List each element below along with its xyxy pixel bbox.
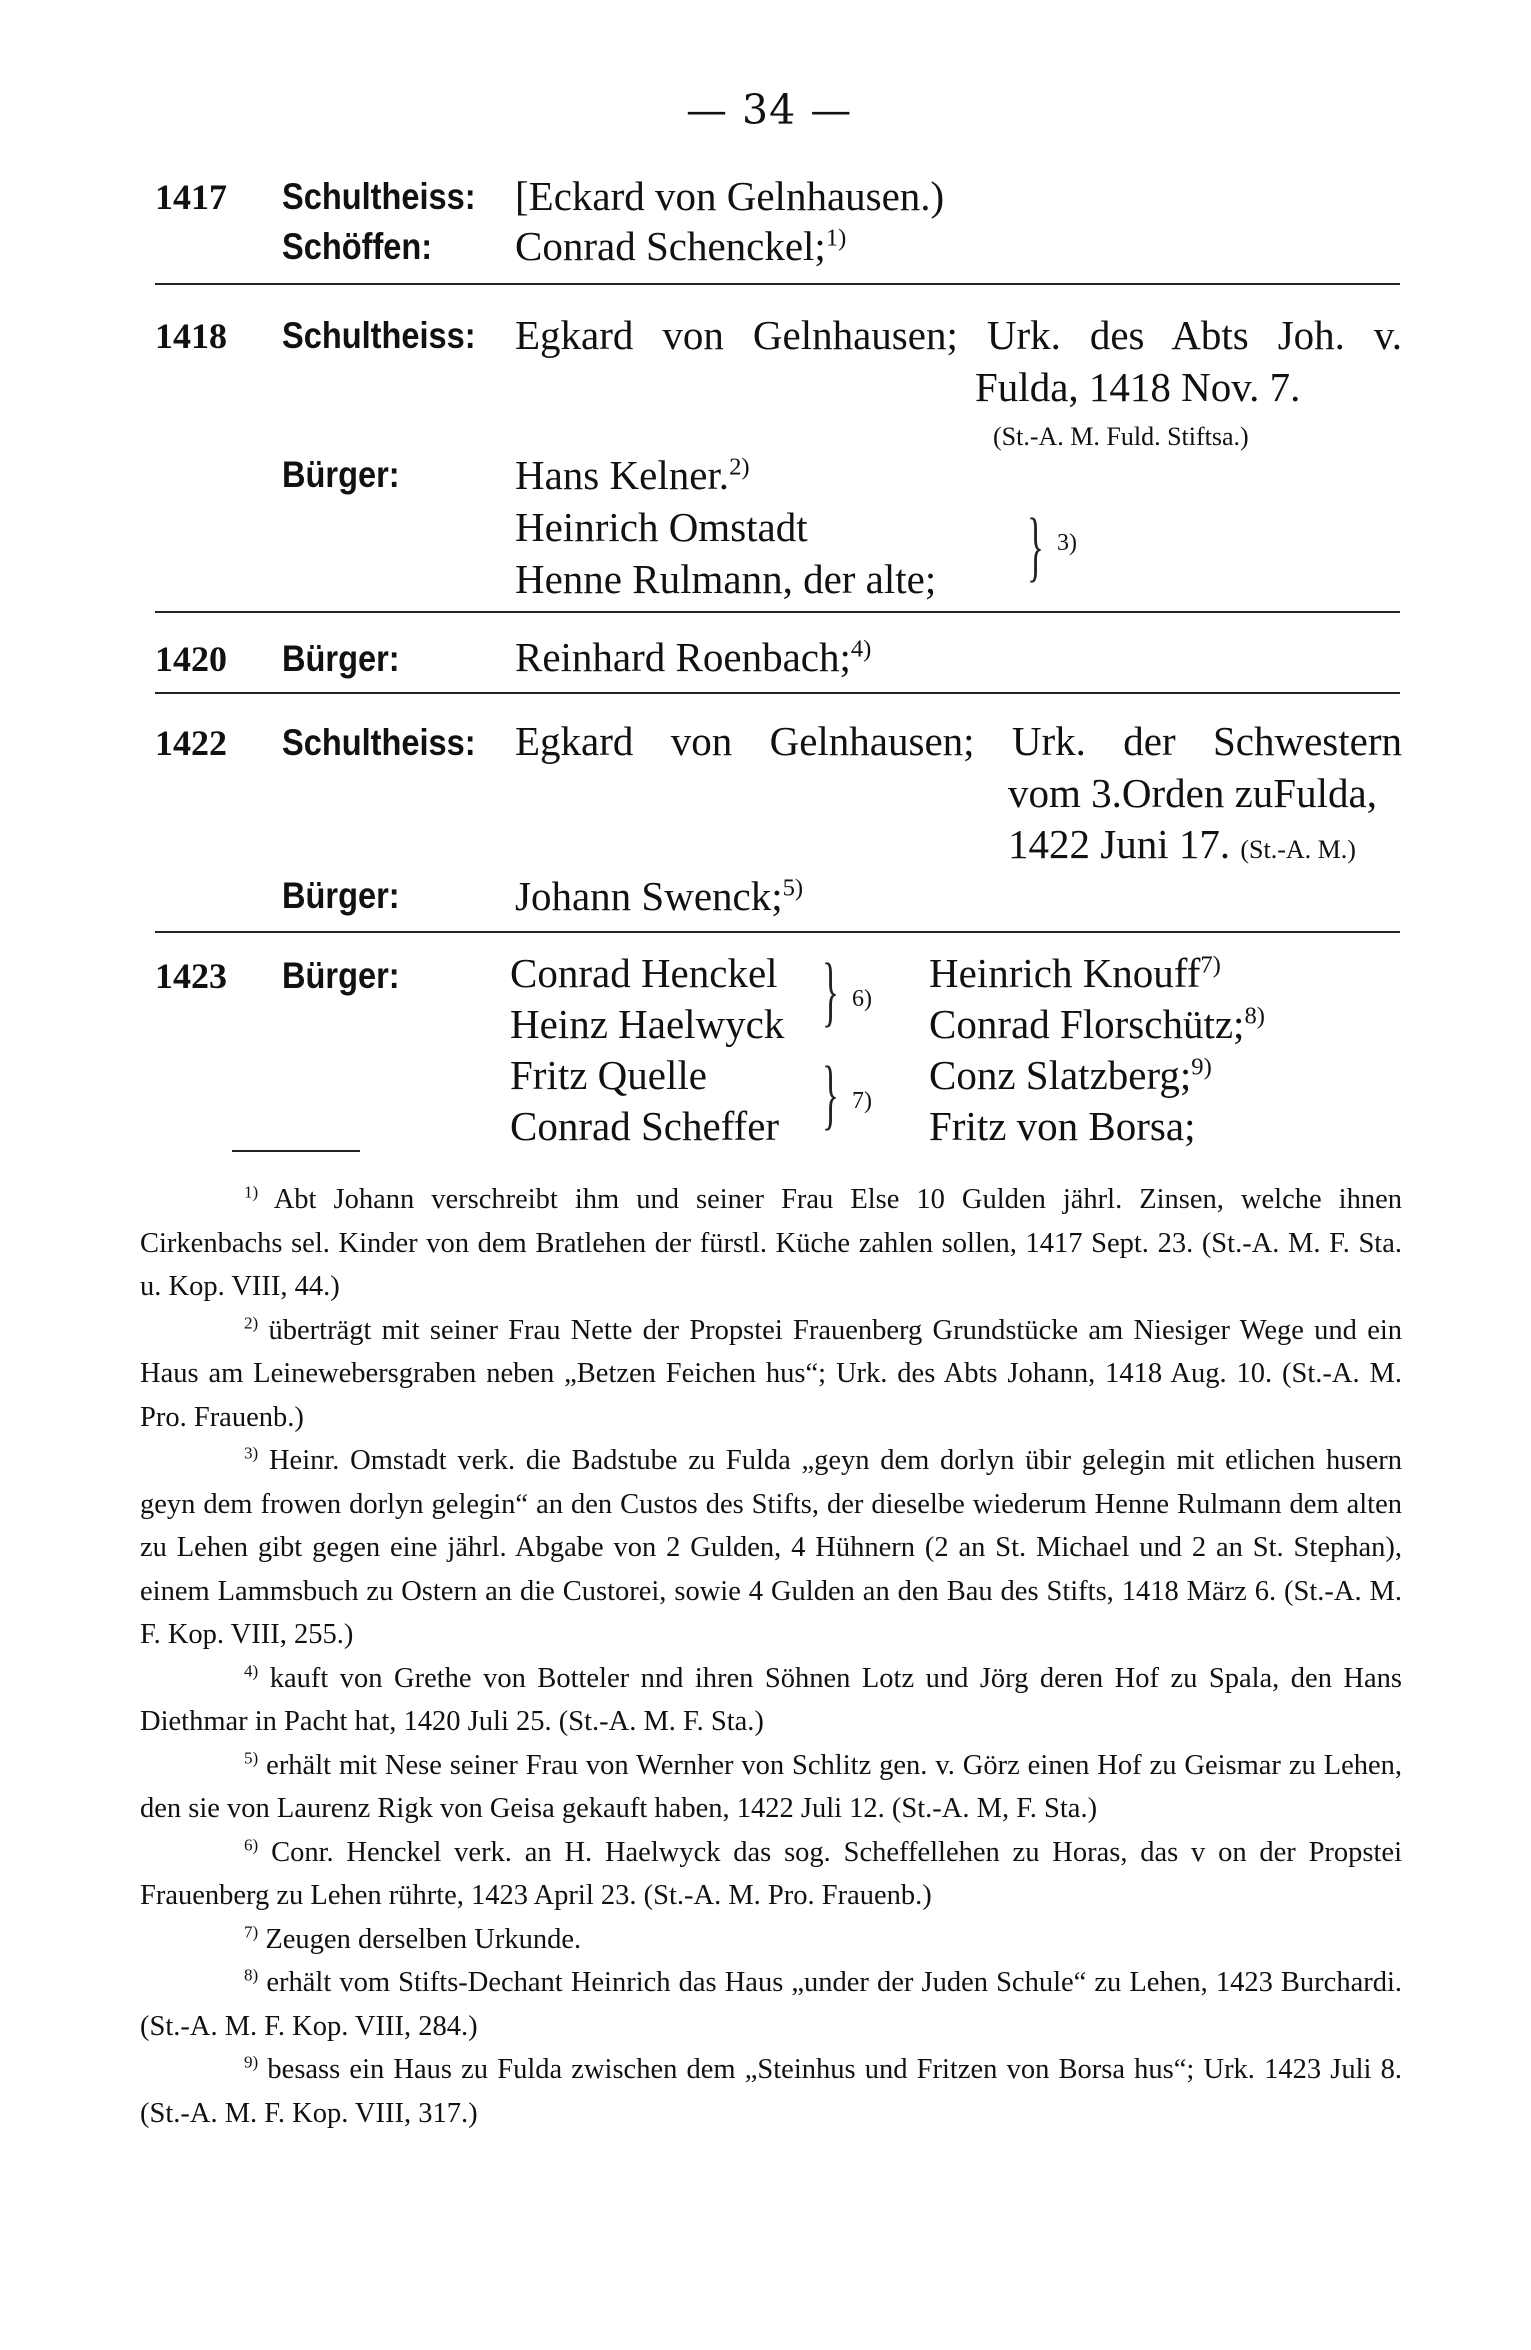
entry-year: 1417 (155, 177, 227, 217)
footnotes (140, 1178, 1402, 2135)
footnote: $^{8)}$ erhält vom Stifts-Dechant Heinrich das Haus „under der Juden Schule“ zu Lehen, 1423 Burchardi. (St.-A. M. F. Kop. VIII, 284.) (140, 1965, 1403, 2042)
footnote-ref: 6) (852, 986, 872, 1012)
entry-text: Hans Kelner.$^{2)}$ (515, 452, 750, 498)
entry-text: [Eckard von Gelnhausen.) (515, 173, 945, 219)
divider (155, 931, 1400, 933)
footnote-ref: 5) (782, 874, 804, 902)
entry-year: 1418 (155, 316, 227, 356)
entry-text: Heinrich Knouff$^{7)}$ (929, 950, 1221, 996)
entry-text: vom 3.Orden zuFulda, (1008, 770, 1377, 816)
footnote: $^{9)}$ besass ein Haus zu Fulda zwischen dem „Steinhus und Fritzen von Borsa hus“; Urk. 1423 Juli 8. (St.-A. M. F. Kop. VIII, 317.) (140, 2052, 1402, 2129)
entry-text: Egkard von Gelnhausen; Urk. des Abts Joh. v. (515, 312, 1402, 358)
footnote-ref: 4) (850, 635, 872, 663)
page-number: — 34 — (686, 86, 853, 134)
entry-text: Conrad Scheffer (510, 1103, 780, 1149)
divider (155, 611, 1400, 613)
entry-text: Conrad Florschütz;$^{8)}$ (929, 1001, 1265, 1047)
footnote-ref: 2) (729, 453, 750, 481)
entry-year: 1423 (155, 956, 227, 996)
entry-role: Schultheiss: (282, 176, 476, 217)
brace-icon: } (1027, 502, 1044, 589)
divider (155, 692, 1400, 694)
source-reference: (St.-A. M.) (1240, 835, 1356, 864)
entry-text: Fulda, 1418 Nov. 7. (975, 364, 1301, 410)
footnote: $^{4)}$ kauft von Grethe von Botteler nnd ihren Söhnen Lotz und Jörg deren Hof zu Spala, den Hans Diethmar in Pacht hat, 1420 Juli 25. (St.-A. M. F. Sta.) (140, 1661, 1403, 1737)
entry-text: Heinz Haelwyck (510, 1001, 785, 1047)
entry-text: Heinrich Omstadt (515, 504, 808, 550)
brace-icon: } (822, 947, 839, 1034)
entry-text: Conrad Henckel (510, 950, 778, 996)
entry-text: Henne Rulmann, der alte; (515, 556, 937, 602)
entry-role: Schultheiss: (282, 722, 476, 763)
footnote-ref: 7) (1200, 951, 1221, 979)
footnote-ref: 1) (825, 224, 847, 252)
entry-role: Schultheiss: (282, 315, 476, 356)
divider (155, 283, 1400, 285)
entry-role: Bürger: (282, 638, 400, 679)
entry-year: 1422 (155, 723, 227, 763)
brace-icon: } (822, 1050, 839, 1137)
entry-text: Conz Slatzberg;$^{9)}$ (929, 1052, 1212, 1098)
source-reference: (St.-A. M. Fuld. Stiftsa.) (993, 422, 1249, 451)
entry-year: 1420 (155, 639, 227, 679)
entry-text: Johann Swenck;$^{5)}$ (515, 873, 804, 919)
footnote: $^{2)}$ überträgt mit seiner Frau Nette der Propstei Frauenberg Grundstücke am Niesiger Wege und ein Haus am Leinewebersgraben neben „Betzen Feichen hus“; Urk. des Abts Johann, 1418 Aug. 10. (St.-A. M. Pro. Frauenb.) (140, 1313, 1403, 1433)
entry-text: Egkard von Gelnhausen; Urk. der Schwestern (515, 718, 1402, 764)
footnote: $^{7)}$ Zeugen derselben Urkunde. (244, 1922, 582, 1955)
footnote: $^{5)}$ erhält mit Nese seiner Frau von Wernher von Schlitz gen. v. Görz einen Hof zu Geismar zu Lehen, den sie von Laurenz Rigk von Geisa gekauft haben, 1422 Juli 12. (St.-A. M, F. Sta.) (140, 1748, 1402, 1824)
entry-text: 1422 Juni 17. (St.-A. M.) (1008, 821, 1356, 867)
entry-text: Reinhard Roenbach;$^{4)}$ (515, 634, 872, 680)
entry-text: Fritz von Borsa; (929, 1103, 1196, 1149)
footnote-ref: 9) (1191, 1053, 1212, 1081)
entry-role: Schöffen: (282, 226, 433, 267)
entry-role: Bürger: (282, 955, 400, 996)
footnote-ref: 3) (1057, 530, 1077, 556)
entry-role: Bürger: (282, 875, 400, 916)
footnote: $^{6)}$ Conr. Henckel verk. an H. Haelwyck das sog. Scheffellehen zu Horas, das v on der Propstei Frauenberg zu Lehen rührte, 1423 April 23. (St.-A. M. Pro. Frauenb.) (140, 1835, 1403, 1911)
entry-text: Conrad Schenckel;$^{1)}$ (515, 223, 847, 269)
footnote: $^{3)}$ Heinr. Omstadt verk. die Badstube zu Fulda „geyn dem dorlyn übir gelegin mit etlichen husern geyn dem frowen dorlyn gelegin“ an den Custos des Stifts, der dieselbe wiederum Henne Rulmann dem alten zu Lehen gibt gegen eine jährl. Abgabe von 2 Gulden, 4 Hühnern (2 an St. Michael und 2 an St. Stephan), einem Lammsbuch zu Ostern an die Custorei, sowie 4 Gulden an den Bau des Stifts, 1418 März 6. (St.-A. M. F. Kop. VIII, 255.) (140, 1443, 1403, 1650)
entry-role: Bürger: (282, 454, 400, 495)
footnote-ref: 7) (852, 1088, 872, 1114)
entry-text: Fritz Quelle (510, 1052, 707, 1098)
footnote-ref: 8) (1244, 1002, 1265, 1030)
footnote: $^{1)}$ Abt Johann verschreibt ihm und seiner Frau Else 10 Gulden jährl. Zinsen, welche ihnen Cirkenbachs sel. Kinder von dem Bratlehen der fürstl. Küche zahlen sollen, 1417 Sept. 23. (St.-A. M. F. Sta. u. Kop. VIII, 44.) (140, 1182, 1402, 1302)
footnote-separator (232, 1150, 360, 1152)
